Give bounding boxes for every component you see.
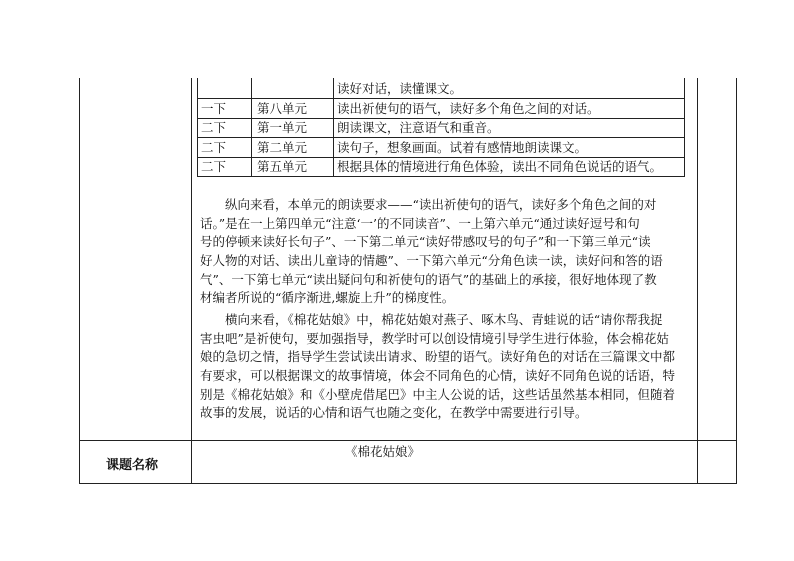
inner-cell-unit: 第八单元 [257,101,308,116]
outer-col-divider-1 [191,78,192,484]
paragraph-line: 别是《棉花姑娘》和《小壁虎借尾巴》中主人公说的话，这些话虽然基本相同，但随着 [200,386,676,402]
outer-col-divider-2 [697,78,698,484]
inner-cell-grade: 一下 [201,101,227,116]
lesson-title-label: 课题名称 [106,458,159,473]
inner-row-line-1 [197,98,685,99]
analysis-paragraph-horizontal [200,311,688,423]
inner-cell-grade: 二下 [201,159,227,174]
inner-cell-unit: 第五单元 [257,159,308,174]
paragraph-line: 话。”是在一上第四单元“注意‘一’的不同读音”、一上第六单元“通过读好逗号和句 [200,215,640,231]
paragraph-line: 纵向来看，本单元的朗读要求——“读出祈使句的语气，读好多个角色之间的对 [225,197,657,212]
inner-cell-goal: 朗读课文，注意语气和重音。 [337,120,500,135]
inner-cell-goal: 读出祈使句的语气，读好多个角色之间的对话。 [337,101,600,116]
paragraph-line: 材编者所说的“循序渐进,螺旋上升”的梯度性。 [200,290,455,306]
inner-cell-goal: 读好对话，读懂课文。 [337,81,463,96]
paragraph-line: 气”、一下第七单元“读出疑问句和祈使句的语气”的基础上的承接，很好地体现了教 [200,271,657,287]
inner-table-right-border [684,78,685,177]
outer-table-right-border [736,78,737,484]
outer-table-left-border [79,78,80,484]
inner-cell-grade: 二下 [201,120,227,135]
inner-cell-unit: 第一单元 [257,120,308,135]
inner-cell-grade: 二下 [201,140,227,155]
outer-row-divider [79,440,737,441]
inner-col-divider-2 [333,78,334,177]
paragraph-line: 娘的急切之情，指导学生尝试读出请求、盼望的语气。读好角色的对话在三篇课文中都 [200,349,676,365]
outer-table-bottom-border [79,483,737,484]
analysis-paragraph-vertical [200,196,688,308]
paragraph-line: 有要求，可以根据课文的故事情境，体会不同角色的心情，读好不同角色说的话语，特 [200,368,676,384]
lesson-title-value: 《棉花姑娘》 [345,444,421,459]
inner-cell-goal: 读句子，想象画面。试着有感情地朗读课文。 [337,140,588,155]
inner-table-left-border [197,78,198,177]
paragraph-line: 号的停顿来读好长句子”、一下第二单元“读好带感叹号的句子”和一下第三单元“读 [200,234,651,250]
inner-cell-goal: 根据具体的情境进行角色体验，读出不同角色说话的语气。 [337,159,663,174]
inner-cell-unit: 第二单元 [257,140,308,155]
inner-row-line-3 [197,137,685,138]
inner-col-divider-1 [251,78,252,177]
inner-table-bottom-border [197,176,685,177]
paragraph-line: 故事的发展，说话的心情和语气也随之变化，在教学中需要进行引导。 [200,405,588,421]
paragraph-line: 横向来看，《棉花姑娘》中，棉花姑娘对燕子、啄木鸟、青蛙说的话“请你帮我捉 [225,312,663,327]
paragraph-line: 好人物的对话、读出儿童诗的情趣”、一下第六单元“分角色读一读，读好问和答的语 [200,253,663,269]
paragraph-line: 害虫吧”是祈使句，要加强指导，教学时可以创设情境引导学生进行体验，体会棉花姑 [200,330,669,346]
